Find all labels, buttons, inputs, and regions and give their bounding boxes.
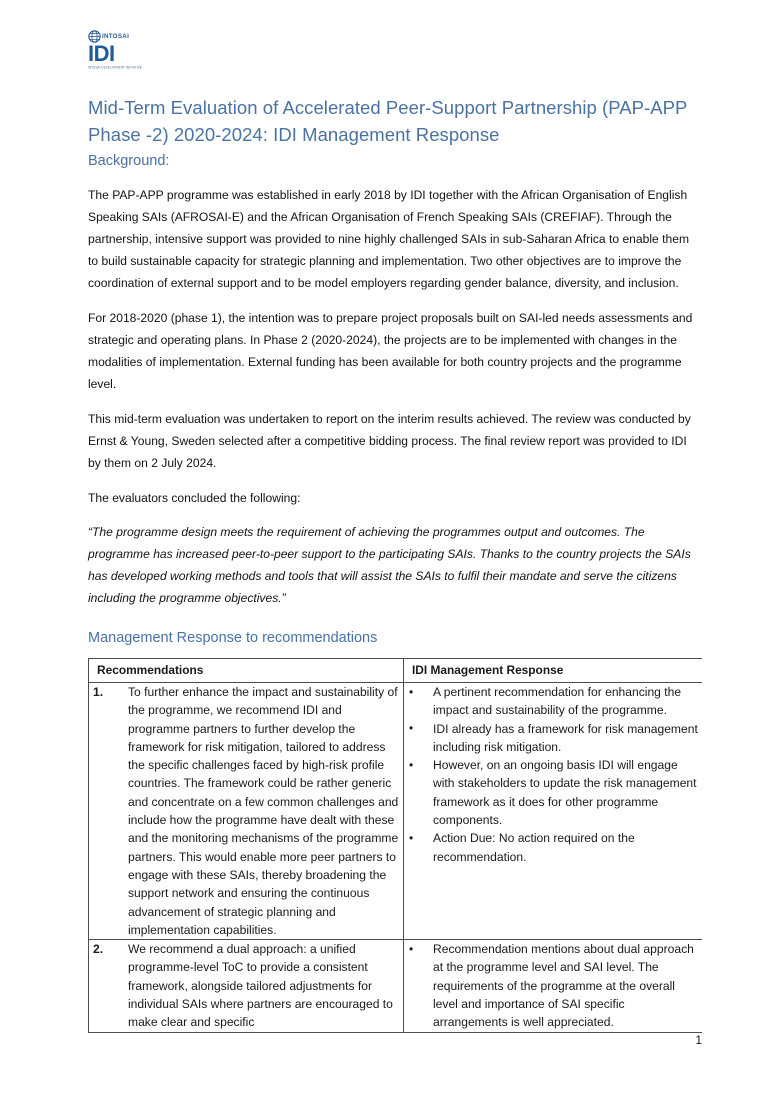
page-content: [88, 30, 702, 1033]
list-item: [404, 683, 702, 720]
response-bullet-list: [404, 940, 702, 1031]
paragraph-2: For 2018-2020 (phase 1), the intention was to prepare project proposals built on SAI-led needs assessments and strategic and operating plans. In Phase 2 (2020-2024), the projects are to be implemented with changes in the modalities of implementation. External funding has been available for both country projects and the programme level.: [88, 311, 693, 391]
page-title: Mid-Term Evaluation of Accelerated Peer-Support Partnership (PAP-APP Phase -2) 2020-2024: IDI Management Response: [88, 97, 688, 145]
logo-tagline-text: INTOSAI DEVELOPMENT INITIATIVE: [88, 65, 142, 70]
list-item: [404, 940, 702, 1031]
list-item-text: To further enhance the impact and sustainability of the programme, we recommend IDI and programme partners to further develop the framework for risk mitigation, tailored to address the specific challenges faced by high-risk profile countries. The framework could be rather generic and concentrate on a few common challenges and include how the programme have dealt with these and the monitoring mechanisms of the programme partners. This would enable more peer partners to engage with these SAIs, thereby broadening the support network and ensuring the continuous advancement of strategic planning and implementation capabilities.: [128, 685, 399, 937]
response-cell: [404, 683, 703, 940]
section-heading-management-response: Management Response to recommendations: [88, 630, 378, 646]
management-response-table: [88, 658, 702, 1033]
list-item-text: However, on an ongoing basis IDI will engage with stakeholders to update the risk management framework as it does for other programme components.: [433, 758, 697, 828]
response-cell: [404, 940, 703, 1032]
table-row: [89, 940, 703, 1032]
list-item: [404, 829, 702, 866]
bullet-icon: •: [409, 684, 414, 699]
bullet-icon: •: [409, 721, 414, 736]
paragraph-3: This mid-term evaluation was undertaken to report on the interim results achieved. The review was conducted by Ernst & Young, Sweden selected after a competitive bidding process. The final review report was provided to IDI by them on 2 July 2024.: [88, 412, 691, 470]
bullet-icon: •: [409, 830, 414, 845]
response-table-wrapper: [88, 658, 702, 1033]
list-item-text: IDI already has a framework for risk management including risk mitigation.: [433, 721, 698, 754]
evaluator-quote: “The programme design meets the requirement of achieving the programmes output and outcomes. The programme has increased peer-to-peer support to the participating SAIs. Thanks to the country projects the SAIs has developed working methods and tools that will assist the SAIs to fulfil their mandate and serve the citizens including the programme objectives.”: [88, 525, 691, 605]
page-number: 1: [695, 1033, 702, 1047]
column-header-response: IDI Management Response: [404, 659, 703, 683]
list-number: 2.: [93, 942, 104, 957]
table-row: [89, 683, 703, 940]
bullet-icon: •: [409, 757, 414, 772]
list-item-text: Action Due: No action required on the recommendation.: [433, 831, 635, 864]
recommendation-list: [89, 940, 403, 1031]
table-header-row: [89, 659, 703, 683]
paragraph-1: The PAP-APP programme was established in early 2018 by IDI together with the African Organisation of English Speaking SAIs (AFROSAI-E) and the African Organisation of French Speaking SAIs (CREFIAF). Through the partnership, intensive support was provided to nine highly challenged SAIs in sub-Saharan Africa to enable them to build sustainable capacity for strategic planning and implementation. Two other objectives are to improve the coordination of external support and to be model employers regarding gender balance, diversity, and inclusion.: [88, 188, 690, 290]
list-item-text: Recommendation mentions about dual approach at the programme level and SAI level. The requirements of the programme at the overall level and importance of SAI specific arrangements is well appreciated.: [433, 942, 694, 1030]
recommendation-list: [89, 683, 403, 939]
recommendation-cell: [89, 940, 404, 1032]
list-item: [89, 683, 403, 939]
list-item-text: We recommend a dual approach: a unified programme-level ToC to provide a consistent framework, alongside tailored adjustments for individual SAIs where partners are encouraged to make clear and specific: [128, 942, 393, 1030]
recommendation-cell: [89, 683, 404, 940]
column-header-recommendations: Recommendations: [89, 659, 404, 683]
paragraph-4: The evaluators concluded the following:: [88, 491, 301, 505]
list-item: [404, 720, 702, 757]
list-number: 1.: [93, 685, 104, 699]
response-bullet-list: [404, 683, 702, 866]
list-item: [404, 756, 702, 829]
idi-logo: [88, 30, 140, 72]
logo-idi-text: IDI: [88, 41, 115, 66]
list-item: [89, 940, 403, 1031]
list-item-text: A pertinent recommendation for enhancing the impact and sustainability of the programme.: [433, 685, 682, 718]
logo-intosai-text: INTOSAI: [102, 33, 130, 40]
bullet-icon: •: [409, 941, 414, 956]
background-heading: Background:: [88, 153, 170, 169]
